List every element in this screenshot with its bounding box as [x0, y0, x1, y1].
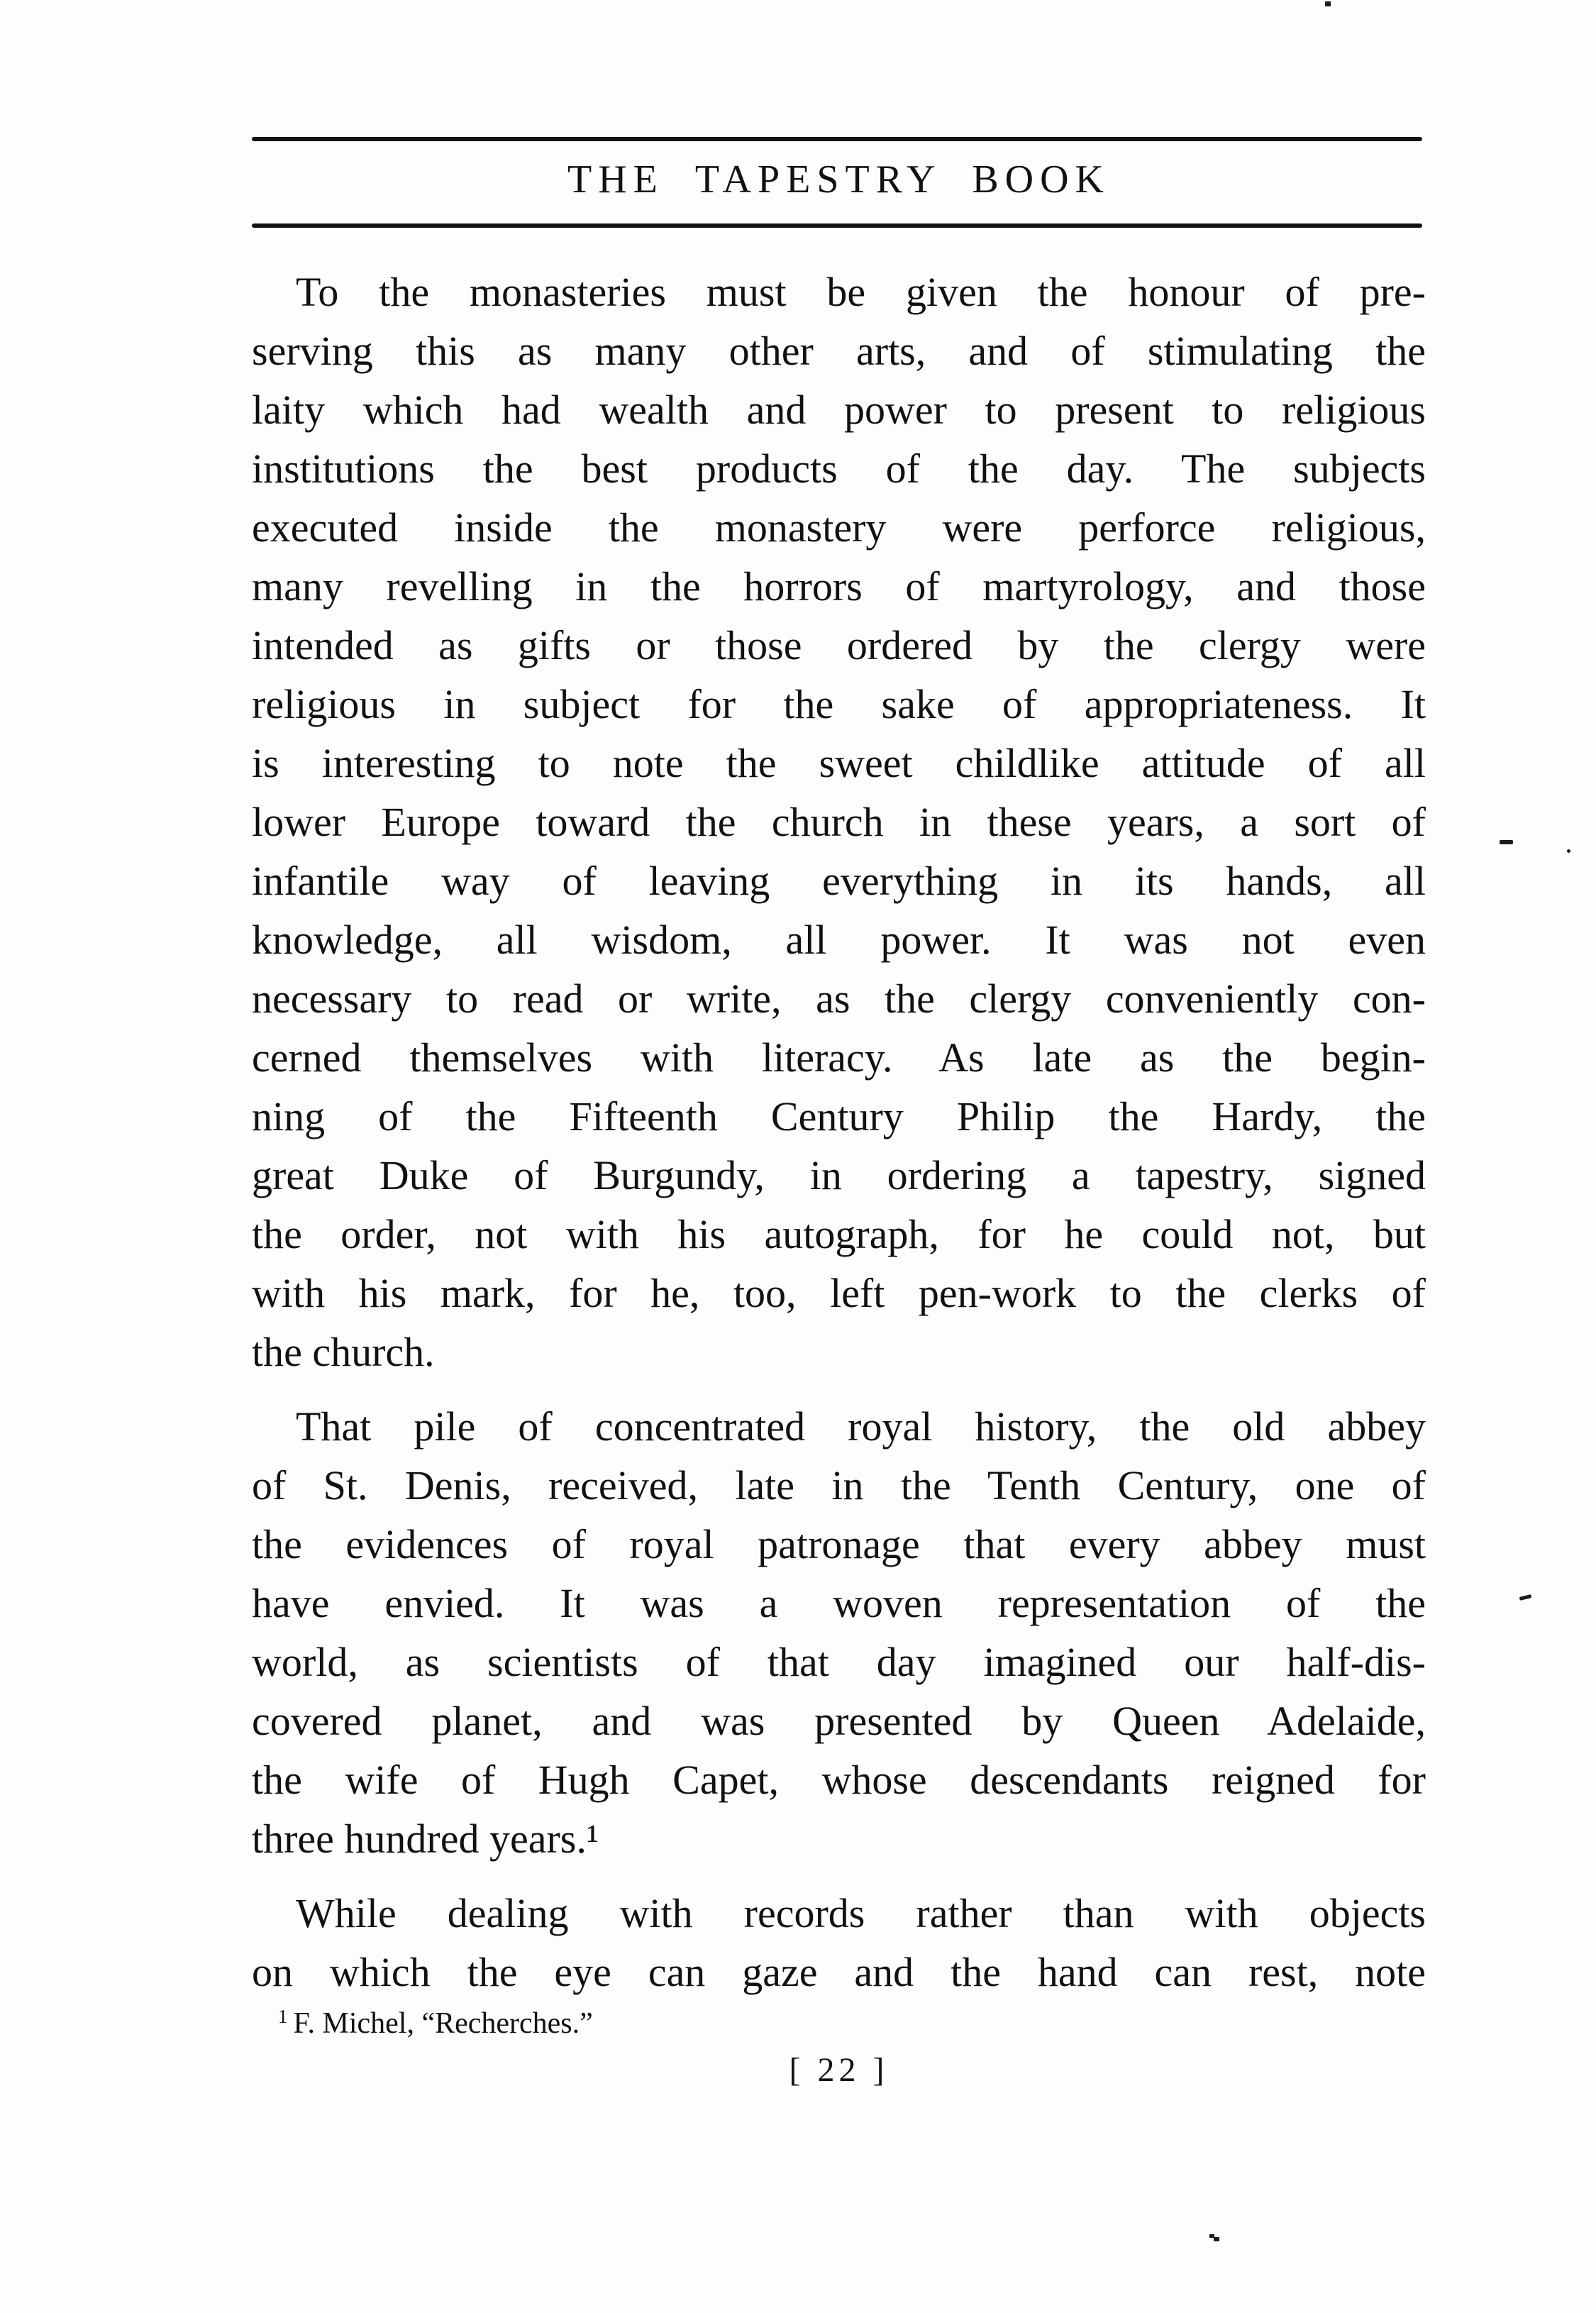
- text-line: the church.: [252, 1329, 435, 1375]
- scan-speck: [1567, 849, 1570, 853]
- paragraph: [252, 263, 1426, 1381]
- scan-speck: [1325, 1, 1331, 6]
- scan-speck: [1519, 1594, 1532, 1601]
- text-line: great Duke of Burgundy, in ordering a tapestry, signed: [252, 1152, 1426, 1198]
- footnote-text: F. Michel, “Recherches.”: [293, 2007, 593, 2040]
- text-line: have envied. It was a woven representation of the: [252, 1580, 1426, 1626]
- body-text: [252, 263, 1426, 2002]
- text-line: the order, not with his autograph, for he could not, but: [252, 1211, 1426, 1257]
- scan-speck: [1500, 840, 1513, 844]
- header-rule-bottom: [252, 223, 1422, 228]
- text-line: intended as gifts or those ordered by the clergy were: [252, 622, 1426, 668]
- text-line: serving this as many other arts, and of stimulating the: [252, 328, 1426, 374]
- text-line: many revelling in the horrors of martyrology, and those: [252, 563, 1426, 609]
- text-line: institutions the best products of the day. The subjects: [252, 446, 1426, 492]
- text-line: of St. Denis, received, late in the Tenth Century, one of: [252, 1462, 1426, 1508]
- text-line: laity which had wealth and power to present to religious: [252, 387, 1426, 433]
- text-line: on which the eye can gaze and the hand can rest, note: [252, 1949, 1426, 1995]
- text-line: That pile of concentrated royal history, the old abbey: [296, 1403, 1426, 1450]
- text-line: ning of the Fifteenth Century Philip the Hardy, the: [252, 1093, 1426, 1139]
- text-line: the evidences of royal patronage that every abbey must: [252, 1521, 1426, 1567]
- text-line: with his mark, for he, too, left pen-work to the clerks of: [252, 1270, 1426, 1316]
- text-line: religious in subject for the sake of appropriateness. It: [252, 681, 1426, 727]
- text-line: the wife of Hugh Capet, whose descendants reigned for: [252, 1757, 1426, 1803]
- text-line: covered planet, and was presented by Queen Adelaide,: [252, 1698, 1426, 1744]
- text-line: is interesting to note the sweet childlike attitude of all: [252, 740, 1426, 786]
- text-line: infantile way of leaving everything in its hands, all: [252, 858, 1426, 904]
- scan-speck: [1214, 2237, 1219, 2241]
- text-line: necessary to read or write, as the clergy conveniently con-: [252, 976, 1426, 1022]
- text-line: lower Europe toward the church in these years, a sort of: [252, 799, 1426, 845]
- text-line: knowledge, all wisdom, all power. It was not even: [252, 917, 1426, 963]
- header-rule-top: [252, 137, 1422, 141]
- text-line: world, as scientists of that day imagined our half-dis-: [252, 1639, 1426, 1685]
- text-line: three hundred years.¹: [252, 1816, 599, 1862]
- footnote: [252, 1999, 1426, 2041]
- text-line: executed inside the monastery were perforce religious,: [252, 504, 1426, 551]
- running-title: THE TAPESTRY BOOK: [567, 158, 1110, 202]
- text-line: cerned themselves with literacy. As late as the begin-: [252, 1034, 1426, 1081]
- text-line: To the monasteries must be given the honour of pre-: [296, 269, 1426, 315]
- text-line: While dealing with records rather than with objects: [296, 1890, 1426, 1936]
- page-number: [ 22 ]: [789, 2051, 889, 2089]
- paragraph: [252, 1884, 1426, 2002]
- paragraph: [252, 1397, 1426, 1868]
- footnote-marker: 1: [278, 2006, 288, 2027]
